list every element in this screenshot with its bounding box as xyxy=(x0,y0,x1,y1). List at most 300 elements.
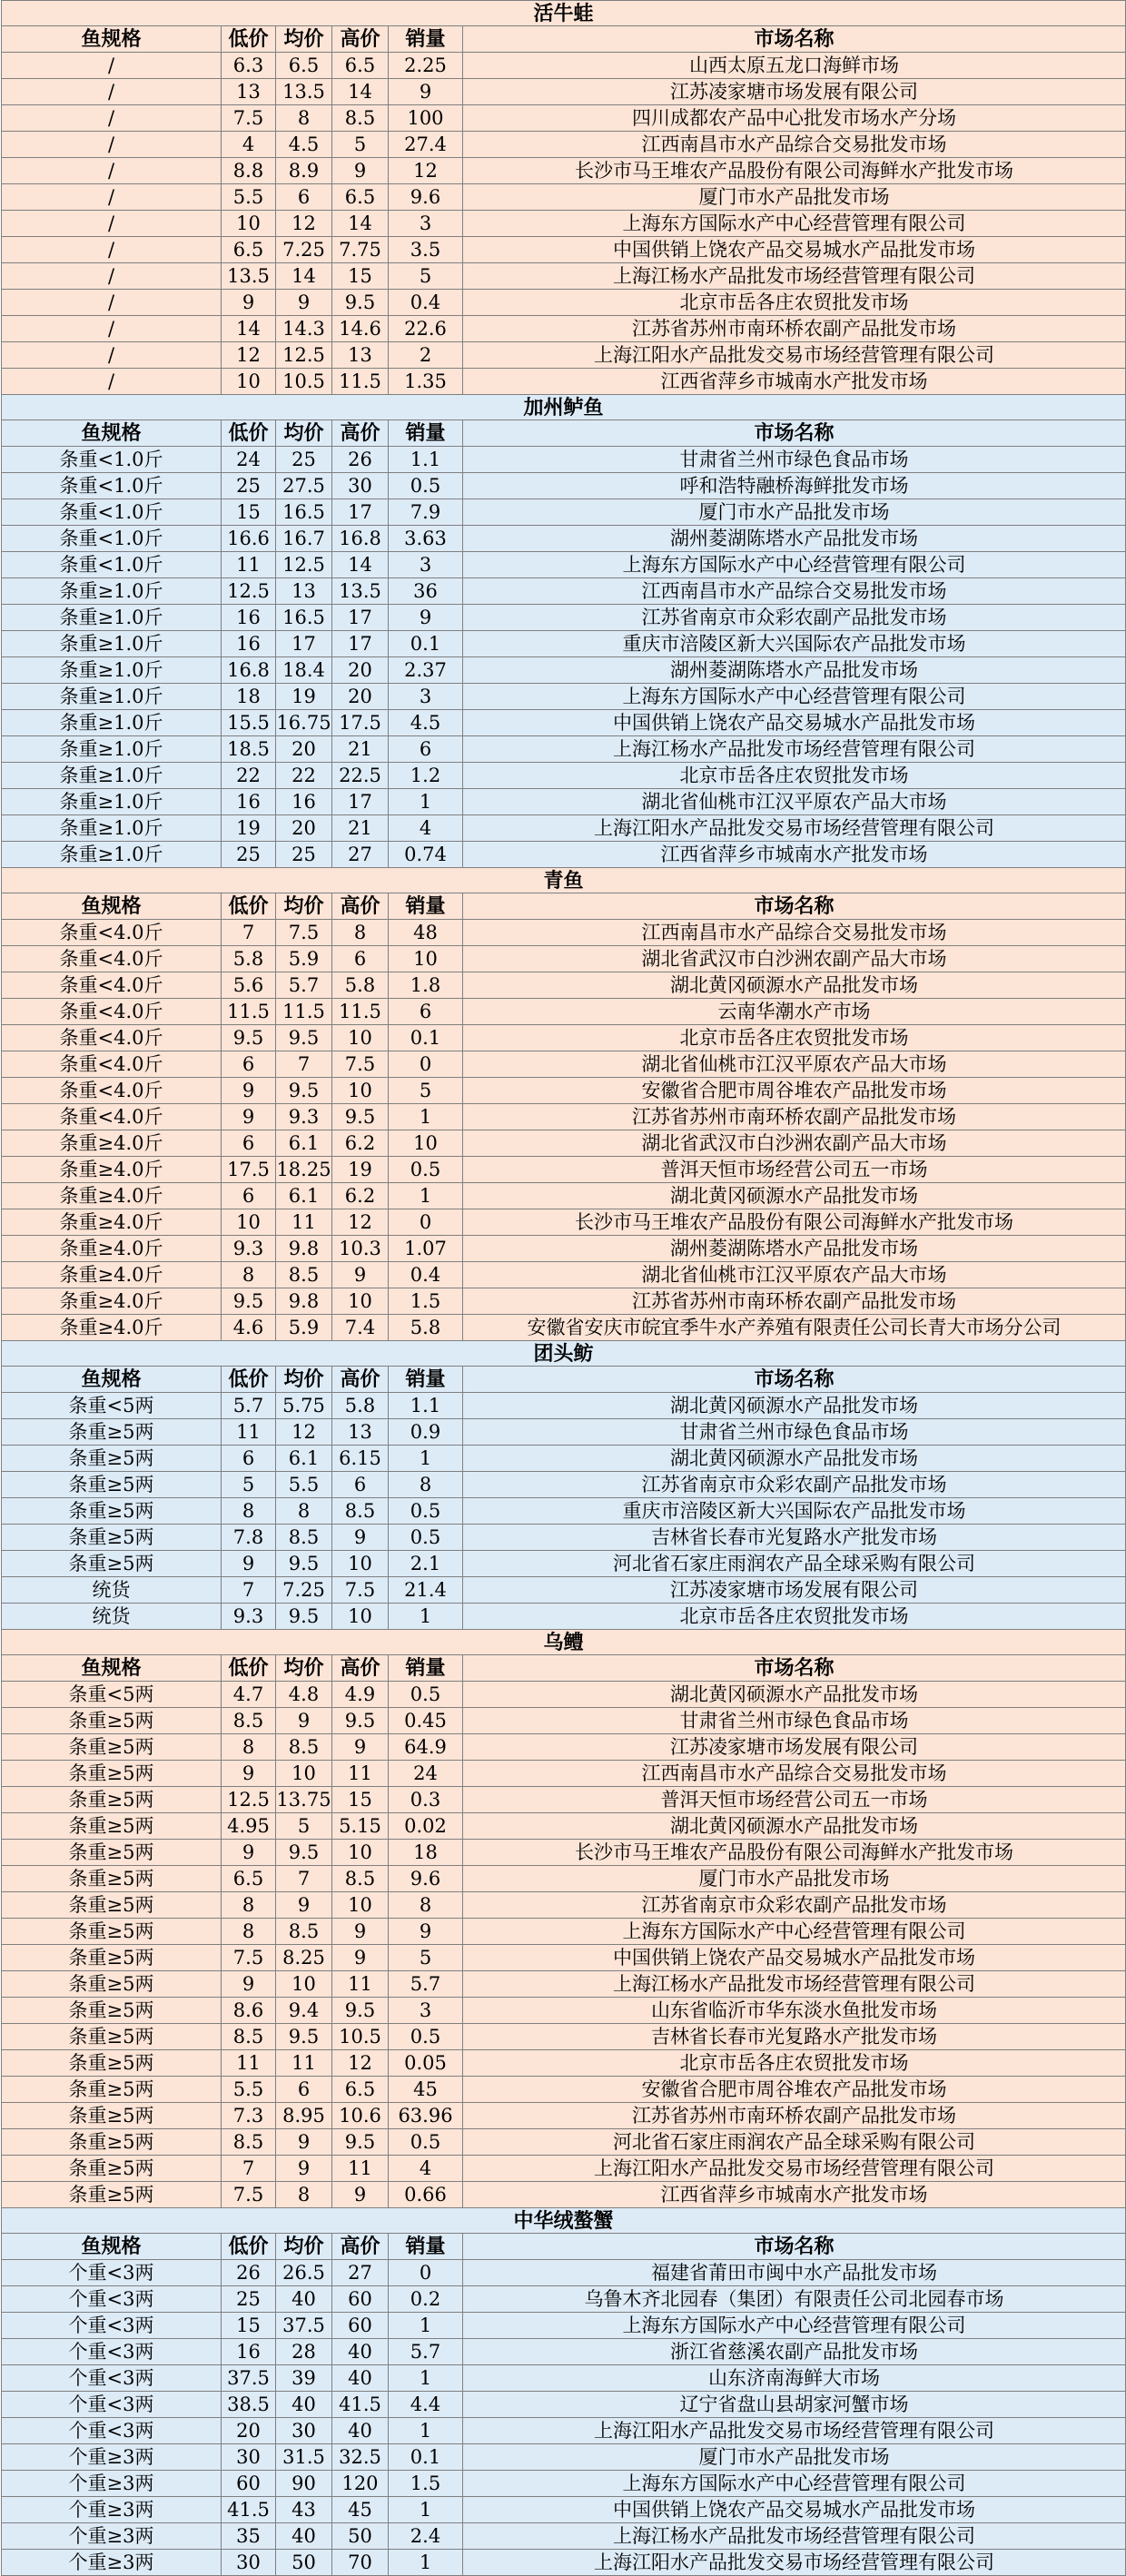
market-name-cell: 上海东方国际水产中心经营管理有限公司 xyxy=(463,2471,1126,2497)
high-price-cell: 9.5 xyxy=(332,1104,389,1130)
table-row xyxy=(2,2365,1126,2392)
volume-cell: 0.66 xyxy=(389,2182,463,2208)
avg-price-cell: 13 xyxy=(276,578,332,605)
volume-cell: 7.9 xyxy=(389,499,463,526)
table-row xyxy=(2,631,1126,657)
fish-spec-cell: 条重<1.0斤 xyxy=(2,473,222,499)
avg-price-header: 均价 xyxy=(276,1655,332,1682)
avg-price-cell: 11 xyxy=(276,2050,332,2077)
low-price-cell: 18 xyxy=(222,684,276,710)
market-name-cell: 湖北省仙桃市江汉平原农产品大市场 xyxy=(463,789,1126,815)
market-name-cell: 厦门市水产品批发市场 xyxy=(463,2444,1126,2471)
fish-spec-cell: 条重≥1.0斤 xyxy=(2,657,222,684)
high-price-header: 高价 xyxy=(332,420,389,447)
fish-spec-cell: / xyxy=(2,79,222,105)
low-price-cell: 5.5 xyxy=(222,184,276,211)
market-name-cell: 中国供销上饶农产品交易城水产品批发市场 xyxy=(463,237,1126,263)
section-title: 团头鲂 xyxy=(2,1341,1126,1367)
market-name-cell: 湖北黄冈硕源水产品批发市场 xyxy=(463,1813,1126,1840)
market-name-cell: 湖北黄冈硕源水产品批发市场 xyxy=(463,1183,1126,1209)
high-price-cell: 16.8 xyxy=(332,526,389,552)
fish-spec-cell: 个重<3两 xyxy=(2,2313,222,2339)
fish-spec-header: 鱼规格 xyxy=(2,893,222,920)
avg-price-cell: 4.5 xyxy=(276,132,332,158)
volume-cell: 5 xyxy=(389,263,463,290)
low-price-cell: 9.5 xyxy=(222,1288,276,1315)
price-table xyxy=(1,0,1126,2576)
avg-price-cell: 5.5 xyxy=(276,1472,332,1498)
table-row xyxy=(2,290,1126,316)
market-name-cell: 湖北黄冈硕源水产品批发市场 xyxy=(463,1393,1126,1419)
fish-spec-cell: 条重≥5两 xyxy=(2,1419,222,1446)
market-name-cell: 重庆市涪陵区新大兴国际农产品批发市场 xyxy=(463,1498,1126,1525)
fish-spec-cell: 条重≥5两 xyxy=(2,1708,222,1734)
fish-spec-cell: 条重≥5两 xyxy=(2,2182,222,2208)
avg-price-cell: 5.9 xyxy=(276,1315,332,1341)
avg-price-cell: 39 xyxy=(276,2365,332,2392)
volume-cell: 1 xyxy=(389,1104,463,1130)
low-price-cell: 11 xyxy=(222,1419,276,1446)
fish-spec-cell: 统货 xyxy=(2,1604,222,1630)
fish-spec-cell: 个重≥3两 xyxy=(2,2444,222,2471)
volume-cell: 1 xyxy=(389,2313,463,2339)
fish-spec-header: 鱼规格 xyxy=(2,2234,222,2260)
high-price-cell: 10.6 xyxy=(332,2103,389,2129)
high-price-cell: 12 xyxy=(332,2050,389,2077)
low-price-cell: 5 xyxy=(222,1472,276,1498)
market-name-cell: 甘肃省兰州市绿色食品市场 xyxy=(463,447,1126,473)
avg-price-cell: 43 xyxy=(276,2497,332,2523)
low-price-cell: 6 xyxy=(222,1051,276,1078)
table-row xyxy=(2,237,1126,263)
table-row xyxy=(2,1419,1126,1446)
avg-price-cell: 12.5 xyxy=(276,342,332,369)
table-row xyxy=(2,1472,1126,1498)
avg-price-cell: 40 xyxy=(276,2286,332,2313)
high-price-cell: 11.5 xyxy=(332,999,389,1025)
table-row xyxy=(2,946,1126,972)
market-name-cell: 河北省石家庄雨润农产品全球采购有限公司 xyxy=(463,2129,1126,2156)
high-price-header: 高价 xyxy=(332,26,389,53)
market-name-cell: 江西省萍乡市城南水产批发市场 xyxy=(463,2182,1126,2208)
low-price-cell: 16 xyxy=(222,789,276,815)
volume-cell: 2.25 xyxy=(389,53,463,79)
market-name-cell: 上海东方国际水产中心经营管理有限公司 xyxy=(463,2313,1126,2339)
market-name-cell: 乌鲁木齐北园春（集团）有限责任公司北园春市场 xyxy=(463,2286,1126,2313)
volume-cell: 0.02 xyxy=(389,1813,463,1840)
high-price-cell: 17 xyxy=(332,605,389,631)
fish-spec-cell: 条重≥5两 xyxy=(2,2156,222,2182)
volume-cell: 0.5 xyxy=(389,2129,463,2156)
high-price-cell: 27 xyxy=(332,2260,389,2286)
high-price-cell: 10 xyxy=(332,1892,389,1919)
low-price-cell: 11 xyxy=(222,552,276,578)
market-name-cell: 北京市岳各庄农贸批发市场 xyxy=(463,1604,1126,1630)
volume-cell: 0.74 xyxy=(389,842,463,868)
low-price-cell: 18.5 xyxy=(222,736,276,763)
fish-spec-cell: 个重<3两 xyxy=(2,2339,222,2365)
market-name-cell: 厦门市水产品批发市场 xyxy=(463,1866,1126,1892)
market-name-cell: 普洱天恒市场经营公司五一市场 xyxy=(463,1157,1126,1183)
low-price-cell: 8.8 xyxy=(222,158,276,184)
market-name-cell: 上海江阳水产品批发交易市场经营管理有限公司 xyxy=(463,815,1126,842)
volume-cell: 3 xyxy=(389,1998,463,2024)
volume-header: 销量 xyxy=(389,1655,463,1682)
volume-cell: 4 xyxy=(389,2156,463,2182)
section-title-row xyxy=(2,1,1126,26)
avg-price-cell: 40 xyxy=(276,2523,332,2550)
high-price-cell: 8 xyxy=(332,920,389,946)
table-row xyxy=(2,1813,1126,1840)
table-row xyxy=(2,1446,1126,1472)
high-price-cell: 17 xyxy=(332,789,389,815)
high-price-header: 高价 xyxy=(332,893,389,920)
avg-price-cell: 22 xyxy=(276,763,332,789)
table-row xyxy=(2,1734,1126,1761)
low-price-cell: 7 xyxy=(222,920,276,946)
fish-spec-cell: 条重≥1.0斤 xyxy=(2,842,222,868)
fish-spec-cell: 条重≥4.0斤 xyxy=(2,1288,222,1315)
avg-price-cell: 18.25 xyxy=(276,1157,332,1183)
market-name-cell: 厦门市水产品批发市场 xyxy=(463,184,1126,211)
fish-spec-cell: 条重<1.0斤 xyxy=(2,526,222,552)
fish-spec-cell: / xyxy=(2,211,222,237)
table-row xyxy=(2,552,1126,578)
volume-cell: 2 xyxy=(389,342,463,369)
avg-price-cell: 12 xyxy=(276,1419,332,1446)
low-price-cell: 6.5 xyxy=(222,1866,276,1892)
low-price-cell: 20 xyxy=(222,2418,276,2444)
high-price-cell: 10.5 xyxy=(332,2024,389,2050)
volume-cell: 9.6 xyxy=(389,184,463,211)
fish-spec-cell: 条重≥4.0斤 xyxy=(2,1236,222,1262)
fish-spec-cell: / xyxy=(2,237,222,263)
volume-cell: 0.5 xyxy=(389,1682,463,1708)
table-row xyxy=(2,1604,1126,1630)
table-row xyxy=(2,1157,1126,1183)
volume-cell: 12 xyxy=(389,158,463,184)
market-name-cell: 湖北黄冈硕源水产品批发市场 xyxy=(463,972,1126,999)
volume-cell: 1.07 xyxy=(389,1236,463,1262)
avg-price-cell: 9.5 xyxy=(276,1078,332,1104)
table-row xyxy=(2,2339,1126,2365)
volume-cell: 10 xyxy=(389,946,463,972)
fish-spec-cell: 统货 xyxy=(2,1577,222,1604)
high-price-cell: 9 xyxy=(332,1525,389,1551)
volume-cell: 2.1 xyxy=(389,1551,463,1577)
low-price-cell: 8 xyxy=(222,1919,276,1945)
avg-price-cell: 7.5 xyxy=(276,920,332,946)
fish-spec-cell: 个重<3两 xyxy=(2,2392,222,2418)
avg-price-cell: 40 xyxy=(276,2392,332,2418)
avg-price-cell: 9.5 xyxy=(276,1551,332,1577)
avg-price-cell: 28 xyxy=(276,2339,332,2365)
high-price-cell: 7.5 xyxy=(332,1577,389,1604)
fish-spec-cell: / xyxy=(2,105,222,132)
section-title-row xyxy=(2,395,1126,420)
high-price-cell: 60 xyxy=(332,2286,389,2313)
fish-spec-cell: / xyxy=(2,316,222,342)
high-price-cell: 6.5 xyxy=(332,2077,389,2103)
table-row xyxy=(2,369,1126,395)
table-row xyxy=(2,2129,1126,2156)
fish-spec-cell: 条重<4.0斤 xyxy=(2,1025,222,1051)
high-price-cell: 11 xyxy=(332,1761,389,1787)
market-name-cell: 江苏凌家塘市场发展有限公司 xyxy=(463,1577,1126,1604)
table-row xyxy=(2,2103,1126,2129)
fish-spec-cell: 条重≥1.0斤 xyxy=(2,763,222,789)
fish-spec-cell: 条重≥5两 xyxy=(2,1892,222,1919)
low-price-cell: 9 xyxy=(222,1078,276,1104)
table-row xyxy=(2,1078,1126,1104)
high-price-cell: 11 xyxy=(332,2156,389,2182)
low-price-cell: 15 xyxy=(222,2313,276,2339)
high-price-cell: 11 xyxy=(332,1971,389,1998)
market-name-cell: 江西南昌市水产品综合交易批发市场 xyxy=(463,920,1126,946)
high-price-cell: 41.5 xyxy=(332,2392,389,2418)
low-price-cell: 11.5 xyxy=(222,999,276,1025)
high-price-cell: 14 xyxy=(332,552,389,578)
high-price-cell: 22.5 xyxy=(332,763,389,789)
table-row xyxy=(2,578,1126,605)
fish-spec-cell: 条重≥5两 xyxy=(2,1734,222,1761)
volume-header: 销量 xyxy=(389,2234,463,2260)
fish-spec-cell: 条重<4.0斤 xyxy=(2,946,222,972)
volume-cell: 1.1 xyxy=(389,447,463,473)
volume-header: 销量 xyxy=(389,893,463,920)
avg-price-cell: 16.75 xyxy=(276,710,332,736)
volume-cell: 0.45 xyxy=(389,1708,463,1734)
high-price-cell: 9 xyxy=(332,158,389,184)
fish-spec-cell: 条重≥5两 xyxy=(2,1761,222,1787)
high-price-cell: 32.5 xyxy=(332,2444,389,2471)
avg-price-cell: 37.5 xyxy=(276,2313,332,2339)
low-price-cell: 4.6 xyxy=(222,1315,276,1341)
high-price-cell: 70 xyxy=(332,2550,389,2576)
volume-cell: 0.2 xyxy=(389,2286,463,2313)
table-row xyxy=(2,184,1126,211)
volume-cell: 0.05 xyxy=(389,2050,463,2077)
high-price-cell: 14 xyxy=(332,211,389,237)
low-price-header: 低价 xyxy=(222,2234,276,2260)
volume-cell: 0.9 xyxy=(389,1419,463,1446)
market-name-cell: 北京市岳各庄农贸批发市场 xyxy=(463,2050,1126,2077)
table-row xyxy=(2,2392,1126,2418)
avg-price-cell: 8.95 xyxy=(276,2103,332,2129)
fish-spec-cell: 条重≥5两 xyxy=(2,2024,222,2050)
fish-spec-cell: 条重≥5两 xyxy=(2,1998,222,2024)
section-title-row xyxy=(2,868,1126,893)
table-row xyxy=(2,920,1126,946)
market-name-cell: 普洱天恒市场经营公司五一市场 xyxy=(463,1787,1126,1813)
avg-price-cell: 12.5 xyxy=(276,552,332,578)
fish-spec-cell: 条重≥4.0斤 xyxy=(2,1315,222,1341)
market-name-cell: 长沙市马王堆农产品股份有限公司海鲜水产批发市场 xyxy=(463,1209,1126,1236)
low-price-cell: 6.5 xyxy=(222,237,276,263)
market-name-cell: 江苏省苏州市南环桥农副产品批发市场 xyxy=(463,1104,1126,1130)
avg-price-cell: 9.5 xyxy=(276,2024,332,2050)
market-name-header: 市场名称 xyxy=(463,420,1126,447)
volume-cell: 0 xyxy=(389,2260,463,2286)
volume-cell: 0.1 xyxy=(389,631,463,657)
volume-cell: 2.37 xyxy=(389,657,463,684)
volume-header: 销量 xyxy=(389,420,463,447)
market-name-cell: 山东省临沂市华东淡水鱼批发市场 xyxy=(463,1998,1126,2024)
table-row xyxy=(2,999,1126,1025)
market-name-cell: 甘肃省兰州市绿色食品市场 xyxy=(463,1708,1126,1734)
table-row xyxy=(2,1525,1126,1551)
table-row xyxy=(2,1787,1126,1813)
fish-spec-cell: 条重≥5两 xyxy=(2,1813,222,1840)
high-price-cell: 120 xyxy=(332,2471,389,2497)
high-price-cell: 60 xyxy=(332,2313,389,2339)
volume-cell: 22.6 xyxy=(389,316,463,342)
table-row xyxy=(2,158,1126,184)
market-name-cell: 湖州菱湖陈塔水产品批发市场 xyxy=(463,526,1126,552)
table-row xyxy=(2,2550,1126,2576)
fish-spec-cell: 条重≥1.0斤 xyxy=(2,631,222,657)
fish-spec-cell: 条重<1.0斤 xyxy=(2,499,222,526)
market-name-cell: 江苏省南京市众彩农副产品批发市场 xyxy=(463,605,1126,631)
table-row xyxy=(2,1892,1126,1919)
low-price-header: 低价 xyxy=(222,420,276,447)
high-price-cell: 6 xyxy=(332,1472,389,1498)
column-header-row xyxy=(2,2234,1126,2260)
avg-price-cell: 9 xyxy=(276,2156,332,2182)
volume-cell: 6 xyxy=(389,736,463,763)
high-price-cell: 6.5 xyxy=(332,53,389,79)
market-name-cell: 呼和浩特融桥海鲜批发市场 xyxy=(463,473,1126,499)
high-price-header: 高价 xyxy=(332,2234,389,2260)
market-name-cell: 上海江阳水产品批发交易市场经营管理有限公司 xyxy=(463,2550,1126,2576)
avg-price-cell: 20 xyxy=(276,815,332,842)
market-name-cell: 上海东方国际水产中心经营管理有限公司 xyxy=(463,552,1126,578)
low-price-cell: 5.5 xyxy=(222,2077,276,2103)
high-price-cell: 9 xyxy=(332,1919,389,1945)
low-price-cell: 17.5 xyxy=(222,1157,276,1183)
low-price-cell: 30 xyxy=(222,2444,276,2471)
high-price-cell: 10 xyxy=(332,1078,389,1104)
table-row xyxy=(2,447,1126,473)
avg-price-cell: 9.5 xyxy=(276,1840,332,1866)
volume-cell: 1 xyxy=(389,2550,463,2576)
fish-spec-cell: 个重<3两 xyxy=(2,2418,222,2444)
high-price-cell: 9.5 xyxy=(332,1998,389,2024)
market-name-cell: 安徽省安庆市皖宜季牛水产养殖有限责任公司长青大市场分公司 xyxy=(463,1315,1126,1341)
fish-spec-cell: / xyxy=(2,132,222,158)
fish-spec-cell: 条重≥1.0斤 xyxy=(2,736,222,763)
market-name-cell: 辽宁省盘山县胡家河蟹市场 xyxy=(463,2392,1126,2418)
table-row xyxy=(2,2471,1126,2497)
market-name-cell: 山西太原五龙口海鲜市场 xyxy=(463,53,1126,79)
fish-spec-cell: 条重<4.0斤 xyxy=(2,1078,222,1104)
low-price-cell: 7.5 xyxy=(222,105,276,132)
table-row xyxy=(2,105,1126,132)
avg-price-cell: 9.4 xyxy=(276,1998,332,2024)
fish-spec-cell: 条重≥5两 xyxy=(2,1525,222,1551)
fish-spec-cell: 条重≥5两 xyxy=(2,1971,222,1998)
table-row xyxy=(2,684,1126,710)
low-price-cell: 9 xyxy=(222,1971,276,1998)
high-price-cell: 5.8 xyxy=(332,972,389,999)
table-row xyxy=(2,710,1126,736)
table-row xyxy=(2,1708,1126,1734)
market-name-cell: 安徽省合肥市周谷堆农产品批发市场 xyxy=(463,1078,1126,1104)
fish-spec-cell: 条重≥5两 xyxy=(2,1472,222,1498)
high-price-cell: 6.15 xyxy=(332,1446,389,1472)
market-name-cell: 江苏省苏州市南环桥农副产品批发市场 xyxy=(463,1288,1126,1315)
low-price-cell: 16 xyxy=(222,631,276,657)
market-name-cell: 上海江阳水产品批发交易市场经营管理有限公司 xyxy=(463,2418,1126,2444)
high-price-cell: 20 xyxy=(332,657,389,684)
low-price-cell: 9.5 xyxy=(222,1025,276,1051)
low-price-cell: 9 xyxy=(222,1840,276,1866)
avg-price-header: 均价 xyxy=(276,1367,332,1393)
fish-spec-cell: 条重<1.0斤 xyxy=(2,447,222,473)
fish-spec-header: 鱼规格 xyxy=(2,1655,222,1682)
avg-price-cell: 8 xyxy=(276,105,332,132)
volume-cell: 4 xyxy=(389,815,463,842)
volume-cell: 9 xyxy=(389,605,463,631)
avg-price-cell: 8.5 xyxy=(276,1262,332,1288)
volume-cell: 1 xyxy=(389,2497,463,2523)
avg-price-cell: 6.5 xyxy=(276,53,332,79)
avg-price-cell: 9.5 xyxy=(276,1025,332,1051)
volume-cell: 1 xyxy=(389,1446,463,1472)
table-row xyxy=(2,1971,1126,1998)
volume-cell: 0.1 xyxy=(389,2444,463,2471)
avg-price-cell: 27.5 xyxy=(276,473,332,499)
market-name-cell: 江西南昌市水产品综合交易批发市场 xyxy=(463,1761,1126,1787)
table-row xyxy=(2,1209,1126,1236)
avg-price-cell: 8.5 xyxy=(276,1919,332,1945)
table-row xyxy=(2,1183,1126,1209)
section-title-row xyxy=(2,1341,1126,1367)
low-price-cell: 12 xyxy=(222,342,276,369)
low-price-cell: 16 xyxy=(222,2339,276,2365)
volume-cell: 27.4 xyxy=(389,132,463,158)
volume-cell: 0.1 xyxy=(389,1025,463,1051)
volume-cell: 1 xyxy=(389,1604,463,1630)
high-price-cell: 7.4 xyxy=(332,1315,389,1341)
low-price-cell: 19 xyxy=(222,815,276,842)
fish-spec-cell: 个重≥3两 xyxy=(2,2550,222,2576)
table-row xyxy=(2,842,1126,868)
low-price-header: 低价 xyxy=(222,1655,276,1682)
section-title: 加州鲈鱼 xyxy=(2,395,1126,420)
high-price-cell: 50 xyxy=(332,2523,389,2550)
market-name-cell: 湖州菱湖陈塔水产品批发市场 xyxy=(463,657,1126,684)
avg-price-cell: 25 xyxy=(276,447,332,473)
volume-cell: 0.5 xyxy=(389,473,463,499)
price-sheet xyxy=(1,0,1125,2576)
volume-cell: 1.1 xyxy=(389,1393,463,1419)
fish-spec-cell: 条重<4.0斤 xyxy=(2,999,222,1025)
table-row xyxy=(2,1025,1126,1051)
fish-spec-cell: / xyxy=(2,263,222,290)
avg-price-cell: 16.5 xyxy=(276,605,332,631)
high-price-cell: 17.5 xyxy=(332,710,389,736)
low-price-cell: 30 xyxy=(222,2550,276,2576)
market-name-cell: 江西省萍乡市城南水产批发市场 xyxy=(463,842,1126,868)
fish-spec-cell: 条重≥4.0斤 xyxy=(2,1209,222,1236)
fish-spec-cell: 个重≥3两 xyxy=(2,2497,222,2523)
low-price-cell: 8.5 xyxy=(222,2024,276,2050)
table-row xyxy=(2,2024,1126,2050)
section-title: 活牛蛙 xyxy=(2,1,1126,26)
low-price-header: 低价 xyxy=(222,1367,276,1393)
volume-cell: 0 xyxy=(389,1209,463,1236)
